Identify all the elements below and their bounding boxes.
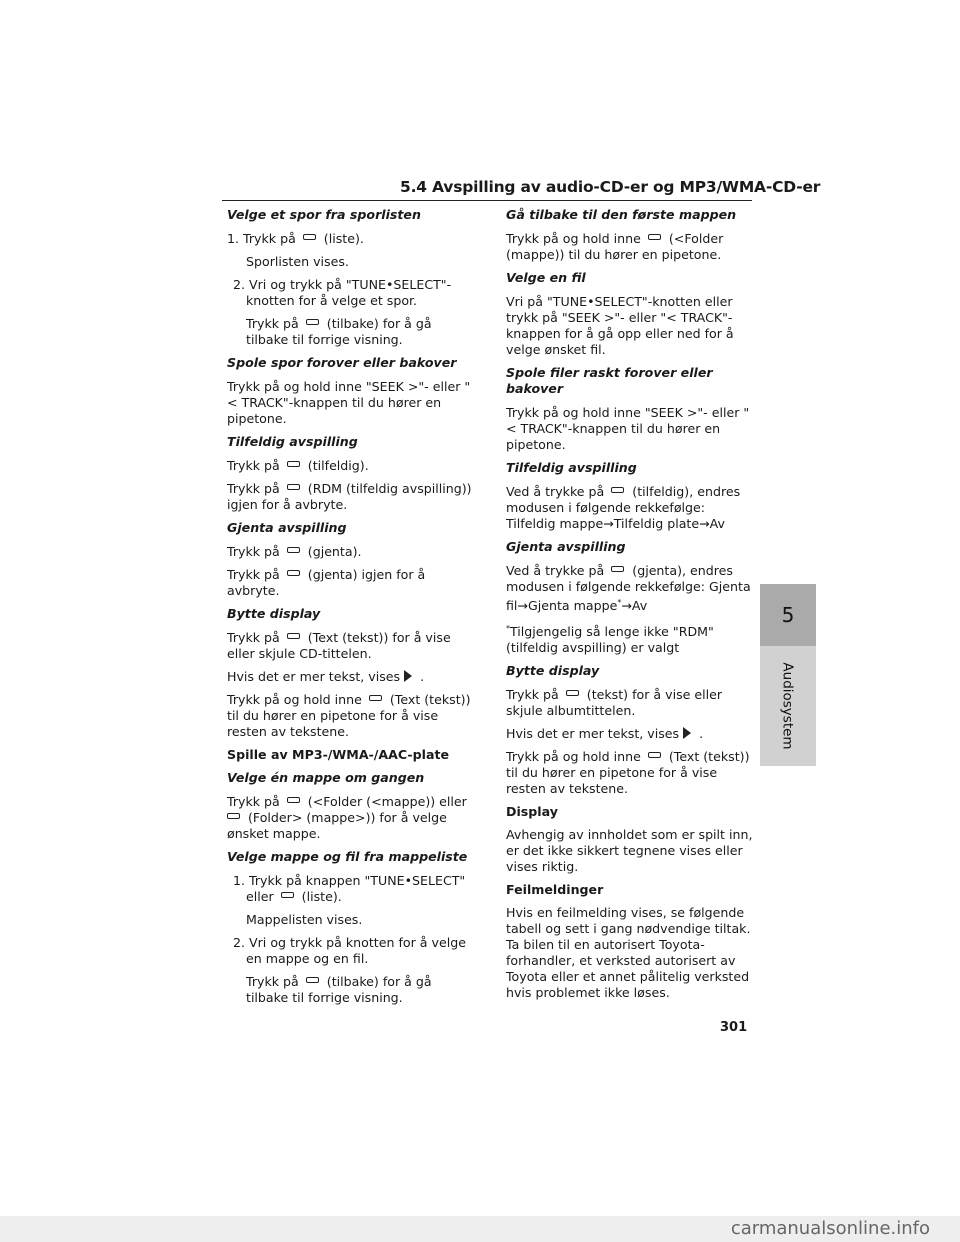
paragraph: Avhengig av innholdet som er spilt inn, er det ikke sikkert tegnene vises eller vises riktig. xyxy=(506,827,753,875)
text: →Av xyxy=(621,598,648,614)
text: (Text (tekst)) til du hører en pipetone for å vise resten av tekstene. xyxy=(227,692,471,739)
button-icon xyxy=(303,234,316,240)
button-icon xyxy=(369,695,382,701)
button-icon xyxy=(227,813,240,819)
text: Trykk på xyxy=(227,458,280,473)
paragraph xyxy=(506,749,754,797)
text: Hvis det er mer tekst, vises xyxy=(506,726,680,742)
step-1 xyxy=(227,873,475,905)
text: Trykk på xyxy=(227,567,280,582)
step-2-note xyxy=(227,316,475,348)
heading-fast-track: Spole spor forover eller bakover xyxy=(227,355,457,370)
heading-repeat: Gjenta avspilling xyxy=(506,539,626,554)
text: . xyxy=(420,669,425,684)
text: (tilfeldig). xyxy=(307,458,369,473)
heading-folder: Velge én mappe om gangen xyxy=(227,770,425,785)
text: (<Folder (<mappe)) eller xyxy=(307,794,467,809)
section-header: 5.4 Avspilling av audio-CD-er og MP3/WMA-CD-er xyxy=(400,178,821,196)
chapter-tab-label xyxy=(760,646,816,766)
watermark: carmanualsonline.info xyxy=(730,1218,930,1239)
left-column xyxy=(227,207,475,1013)
arrow-right-icon xyxy=(404,670,412,682)
note-text: (tilbake) for å gå tilbake til forrige visning. xyxy=(246,974,432,1005)
header-rule xyxy=(222,200,752,201)
text: Ved å trykke på xyxy=(506,563,605,578)
chapter-tab-number: 5 xyxy=(760,584,816,646)
text: . xyxy=(699,726,704,742)
button-icon xyxy=(611,566,624,572)
text: (tekst) for å vise eller skjule albumtittelen. xyxy=(506,687,723,719)
paragraph: Hvis en feilmelding vises, se følgende tabell og sett i gang nødvendige tiltak. Ta bilen til en autorisert Toyota-forhandler, et verksted autorisert av Toyota eller et annet pålitelig verksted hvis problemet ikke løses. xyxy=(506,905,751,1001)
step-2: 2. Vri og trykk på knotten for å velge en mappe og en fil. xyxy=(233,935,466,966)
text: Hvis det er mer tekst, vises xyxy=(227,669,401,684)
text: (tilfeldig), endres modusen i følgende rekkefølge: Tilfeldig mappe→Tilfeldig plate→Av xyxy=(506,484,741,531)
footnote xyxy=(506,621,754,656)
heading-errors: Feilmeldinger xyxy=(506,882,604,898)
button-icon xyxy=(611,487,624,493)
heading-first-folder: Gå tilbake til den første mappen xyxy=(506,207,737,222)
heading-display-info: Display xyxy=(506,804,558,820)
text: (RDM (tilfeldig avspilling)) igjen for å avbryte. xyxy=(227,481,472,512)
text: (gjenta). xyxy=(307,544,362,559)
step-2-note xyxy=(227,974,475,1006)
step-text: 1. Trykk på knappen "TUNE•SELECT" eller xyxy=(233,873,466,904)
heading-random: Tilfeldig avspilling xyxy=(227,434,358,449)
heading-select-track: Velge et spor fra sporlisten xyxy=(227,207,421,222)
paragraph: Trykk på og hold inne "SEEK >"- eller "< TRACK"-knappen til du hører en pipetone. xyxy=(506,405,750,452)
text: Trykk på og hold inne xyxy=(506,231,641,246)
step-2: 2. Vri og trykk på "TUNE•SELECT"-knotten for å velge et spor. xyxy=(233,277,452,308)
button-icon xyxy=(287,484,300,490)
paragraph xyxy=(227,669,475,685)
paragraph xyxy=(506,563,754,614)
footer-bar xyxy=(0,1216,960,1242)
footnote-marker: * xyxy=(617,598,622,607)
step-1 xyxy=(227,231,475,247)
paragraph xyxy=(227,692,475,740)
note-text: Trykk på xyxy=(246,974,299,989)
footnote-marker: * xyxy=(506,624,510,634)
heading-select-file: Velge en fil xyxy=(506,270,586,285)
button-icon xyxy=(287,461,300,467)
text: (Text (tekst)) til du hører en pipetone for å vise resten av tekstene. xyxy=(506,749,750,797)
heading-folder-list: Velge mappe og fil fra mappeliste xyxy=(227,849,468,864)
paragraph xyxy=(227,794,475,842)
button-icon xyxy=(648,752,661,758)
paragraph: Trykk på og hold inne "SEEK >"- eller "< TRACK"-knappen til du hører en pipetone. xyxy=(227,379,471,426)
heading-display: Bytte display xyxy=(506,663,600,679)
paragraph xyxy=(506,484,754,532)
step-1-result: Mappelisten vises. xyxy=(246,912,363,927)
paragraph xyxy=(227,567,475,599)
paragraph xyxy=(227,458,475,474)
text: Tilgjengelig så lenge ikke "RDM" (tilfeldig avspilling) er valgt xyxy=(506,624,714,656)
heading-display: Bytte display xyxy=(227,606,321,621)
paragraph xyxy=(506,726,754,742)
text: (Text (tekst)) for å vise eller skjule CD-tittelen. xyxy=(227,630,451,661)
note-text: (tilbake) for å gå tilbake til forrige visning. xyxy=(246,316,432,347)
text: Ved å trykke på xyxy=(506,484,605,499)
button-icon xyxy=(566,690,579,696)
heading-random: Tilfeldig avspilling xyxy=(506,460,637,475)
arrow-right-icon xyxy=(683,727,691,739)
paragraph xyxy=(227,481,475,513)
text: (gjenta), endres modusen i følgende rekkefølge: Gjenta fil→Gjenta mappe xyxy=(506,563,751,614)
text: Trykk på xyxy=(227,630,280,645)
button-icon xyxy=(287,633,300,639)
right-column xyxy=(506,207,754,1008)
heading-mp3: Spille av MP3-/WMA-/AAC-plate xyxy=(227,747,450,762)
button-icon xyxy=(306,319,319,325)
button-icon xyxy=(287,570,300,576)
text: Trykk på xyxy=(227,544,280,559)
button-icon xyxy=(287,797,300,803)
step-1-result: Sporlisten vises. xyxy=(246,254,349,269)
text: (<Folder (mappe)) til du hører en pipetone. xyxy=(506,231,724,262)
text: Trykk på xyxy=(506,687,559,703)
button-icon xyxy=(281,892,294,898)
paragraph xyxy=(506,231,754,263)
chapter-label-text: Audiosystem xyxy=(780,662,796,750)
paragraph xyxy=(227,544,475,560)
heading-repeat: Gjenta avspilling xyxy=(227,520,347,535)
paragraph xyxy=(506,687,754,719)
paragraph xyxy=(227,630,475,662)
note-text: Trykk på xyxy=(246,316,299,331)
step-text: (liste). xyxy=(323,231,364,246)
button-icon xyxy=(306,977,319,983)
paragraph: Vri på "TUNE•SELECT"-knotten eller trykk på "SEEK >"- eller "< TRACK"-knappen for å gå opp eller ned for å velge ønsket fil. xyxy=(506,294,734,357)
text: Trykk på xyxy=(227,794,280,809)
text: Trykk på og hold inne xyxy=(227,692,362,707)
step-text: 1. Trykk på xyxy=(227,231,296,246)
text: (Folder> (mappe>)) for å velge ønsket mappe. xyxy=(227,810,447,841)
page-number: 301 xyxy=(720,1020,748,1035)
heading-fast-files: Spole filer raskt forover eller bakover xyxy=(506,365,713,396)
step-text: (liste). xyxy=(301,889,342,904)
text: Trykk på og hold inne xyxy=(506,749,641,765)
button-icon xyxy=(287,547,300,553)
text: (gjenta) igjen for å avbryte. xyxy=(227,567,426,598)
button-icon xyxy=(648,234,661,240)
text: Trykk på xyxy=(227,481,280,496)
